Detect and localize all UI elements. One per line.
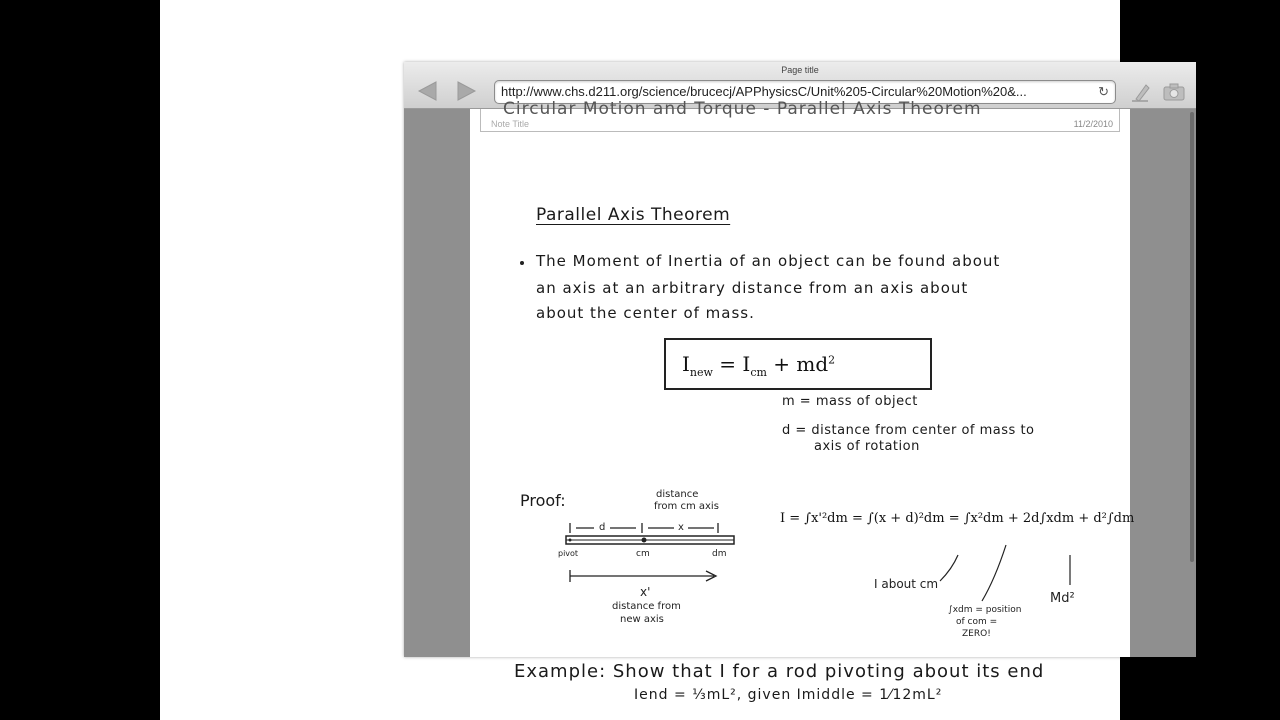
camera-icon xyxy=(1162,81,1186,103)
cm-point xyxy=(642,538,647,543)
definition-mass: m = mass of object xyxy=(782,394,918,409)
annotation-i-about-cm: I about cm xyxy=(874,577,939,591)
formula-equals: = xyxy=(719,352,737,376)
note-page[interactable] xyxy=(470,99,1135,703)
definition-distance-cont: axis of rotation xyxy=(814,439,920,454)
note-title-label: Note Title xyxy=(491,119,530,129)
formula-term2: md xyxy=(796,352,829,376)
browser-window xyxy=(404,62,1196,703)
diagram-cm-label: cm xyxy=(636,549,650,559)
paragraph-line-3: about the center of mass. xyxy=(536,304,755,322)
vertical-scrollbar[interactable] xyxy=(1190,112,1194,562)
diagram-x-label: x xyxy=(678,522,684,533)
diagram-axis-note-1: distance xyxy=(656,489,699,500)
annotation-zero-2: of com = xyxy=(956,617,998,627)
formula-term1-sub: cm xyxy=(750,366,767,379)
bookmark-button[interactable] xyxy=(1128,81,1152,103)
paragraph-line-2: an axis at an arbitrary distance from an axis about xyxy=(536,279,969,297)
formula-plus: + xyxy=(773,352,791,376)
note-header-title: Circular Motion and Torque - Parallel Axis Theorem xyxy=(503,99,982,119)
section-heading: Parallel Axis Theorem xyxy=(536,205,731,225)
annotation-zero-3: ZERO! xyxy=(962,629,991,639)
diagram-d-label: d xyxy=(599,522,606,533)
proof-sketch xyxy=(470,109,1130,657)
annotation-md2: Md² xyxy=(1050,591,1075,606)
arrow-zero xyxy=(982,545,1006,601)
diagram-xprime-label: x' xyxy=(640,585,651,599)
annotation-zero-1: ∫xdm = position xyxy=(948,605,1022,615)
camera-button[interactable] xyxy=(1162,81,1186,103)
arrow-i-about-cm xyxy=(940,555,958,581)
diagram-axis-note-2: from cm axis xyxy=(654,501,719,512)
forward-arrow-icon xyxy=(454,80,478,102)
note-date: 11/2/2010 xyxy=(1073,119,1113,129)
diagram-dm-label: dm xyxy=(712,549,727,559)
example-line-2: Iend = ⅓mL², given Imiddle = 1⁄12mL² xyxy=(634,687,943,703)
proof-integral: I = ∫x'²dm = ∫(x + d)²dm = ∫x²dm + 2d∫xdm + d²∫dm xyxy=(780,511,1135,526)
reload-icon[interactable]: ↻ xyxy=(1098,84,1109,99)
video-frame xyxy=(160,0,1135,720)
proof-label: Proof: xyxy=(520,491,566,510)
diagram-new-axis-1: distance from xyxy=(612,601,681,612)
pivot-point xyxy=(569,539,572,542)
example-line-1: Example: Show that I for a rod pivoting about its end xyxy=(514,661,1045,682)
back-arrow-icon xyxy=(416,80,440,102)
formula-term1: I xyxy=(742,352,751,376)
page-title: Page title xyxy=(781,65,819,75)
paragraph-line-1: The Moment of Inertia of an object can be found about xyxy=(536,252,1001,270)
diagram-new-axis-2: new axis xyxy=(620,614,664,625)
formula-lhs: I xyxy=(682,352,690,376)
definition-distance: d = distance from center of mass to xyxy=(782,423,1035,438)
formula-term2-sup: 2 xyxy=(828,353,836,367)
back-button[interactable] xyxy=(416,80,440,102)
bookmark-pen-icon xyxy=(1128,81,1152,103)
url-text[interactable]: http://www.chs.d211.org/science/brucecj/APPhysicsC/Unit%205-Circular%20Motion%20&... xyxy=(501,84,1027,99)
diagram-pivot-label: pivot xyxy=(558,549,579,558)
formula-lhs-sub: new xyxy=(689,366,713,379)
forward-button[interactable] xyxy=(454,80,478,102)
